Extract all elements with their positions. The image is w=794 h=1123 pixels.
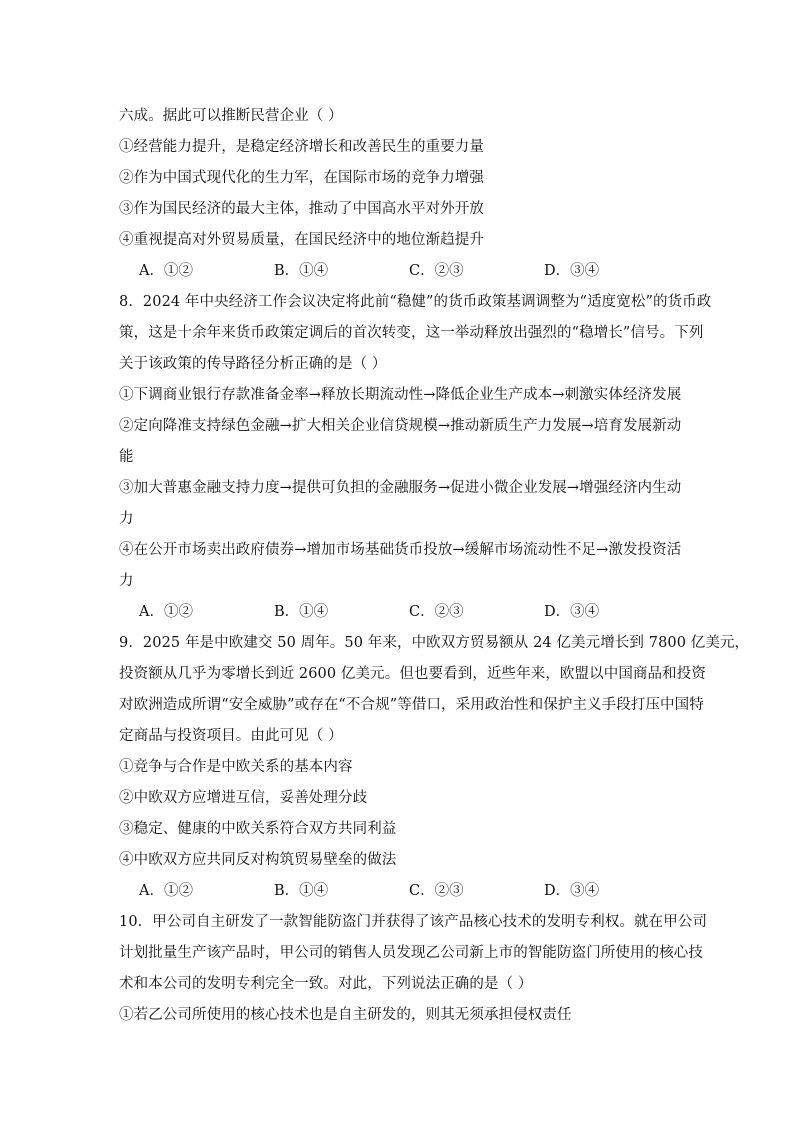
answer-options [119,256,679,287]
statement-1: ①若乙公司所使用的核心技术也是自主研发的，则其无须承担侵权责任 [119,1007,572,1023]
answer-options [119,597,679,628]
option-b: B．①④ [274,604,329,620]
question-stem-line: 术和本公司的发明专利完全一致。对此，下列说法正确的是（ ） [119,976,533,992]
option-a: A．①② [139,263,193,279]
answer-options [119,876,679,907]
statement-2-cont: 能 [119,449,134,465]
statement-2: ②中欧双方应增进互信，妥善处理分歧 [119,790,368,806]
option-c: C．②③ [409,604,464,620]
question-stem-line: 10．甲公司自主研发了一款智能防盗门并获得了该产品核心技术的发明专利权。就在甲公司 [119,914,708,930]
statement-3: ③作为国民经济的最大主体，推动了中国高水平对外开放 [119,201,484,217]
statement-3: ③加大普惠金融支持力度→提供可负担的金融服务→促进小微企业发展→增强经济内生动 [119,480,682,496]
option-b: B．①④ [274,263,329,279]
option-a: A．①② [139,604,193,620]
question-8 [119,287,712,628]
option-d: D．③④ [544,883,600,899]
option-d: D．③④ [544,604,600,620]
statement-2: ②定向降准支持绿色金融→扩大相关企业信贷规模→推动新质生产力发展→培育发展新动 [119,418,682,434]
statement-2: ②作为中国式现代化的生力军，在国际市场的竞争力增强 [119,170,484,186]
option-c: C．②③ [409,883,464,899]
statement-3-cont: 力 [119,511,134,527]
question-stem-line: 8．2024 年中央经济工作会议决定将此前“稳健”的货币政策基调调整为“适度宽松”的货币政 [119,294,712,310]
statement-4-cont: 力 [119,573,134,589]
question-stem: 六成。据此可以推断民营企业（ ） [119,108,343,124]
option-a: A．①② [139,883,193,899]
question-9 [119,628,750,907]
statement-4: ④在公开市场卖出政府债券→增加市场基础货币投放→缓解市场流动性不足→激发投资活 [119,542,682,558]
question-stem-line: 投资额从几乎为零增长到近 2600 亿美元。但也要看到，近些年来，欧盟以中国商品和投资 [119,666,706,682]
question-stem-line: 策，这是十余年来货币政策定调后的首次转变，这一举动释放出强烈的“稳增长”信号。下列 [119,325,704,341]
document-content [119,101,750,1031]
option-b: B．①④ [274,883,329,899]
option-c: C．②③ [409,263,464,279]
statement-1: ①竞争与合作是中欧关系的基本内容 [119,759,353,775]
statement-3: ③稳定、健康的中欧关系符合双方共同利益 [119,821,397,837]
question-stem-line: 定商品与投资项目。由此可见（ ） [119,728,343,744]
statement-1: ①经营能力提升，是稳定经济增长和改善民生的重要力量 [119,139,484,155]
question-7 [119,101,679,287]
question-10 [119,907,708,1031]
question-stem-line: 对欧洲造成所谓“安全威胁”或存在“不合规”等借口，采用政治性和保护主义手段打压中国特 [119,697,704,713]
question-stem-line: 关于该政策的传导路径分析正确的是（ ） [119,356,387,372]
option-d: D．③④ [544,263,600,279]
statement-4: ④重视提高对外贸易质量，在国民经济中的地位渐趋提升 [119,232,484,248]
question-stem-line: 计划批量生产该产品时，甲公司的销售人员发现乙公司新上市的智能防盗门所使用的核心技 [119,945,703,961]
question-stem-line: 9．2025 年是中欧建交 50 周年。50 年来，中欧双方贸易额从 24 亿美元增长到 7800 亿美元， [119,635,750,651]
statement-1: ①下调商业银行存款准备金率→释放长期流动性→降低企业生产成本→刺激实体经济发展 [119,387,682,403]
statement-4: ④中欧双方应共同反对构筑贸易壁垒的做法 [119,852,397,868]
